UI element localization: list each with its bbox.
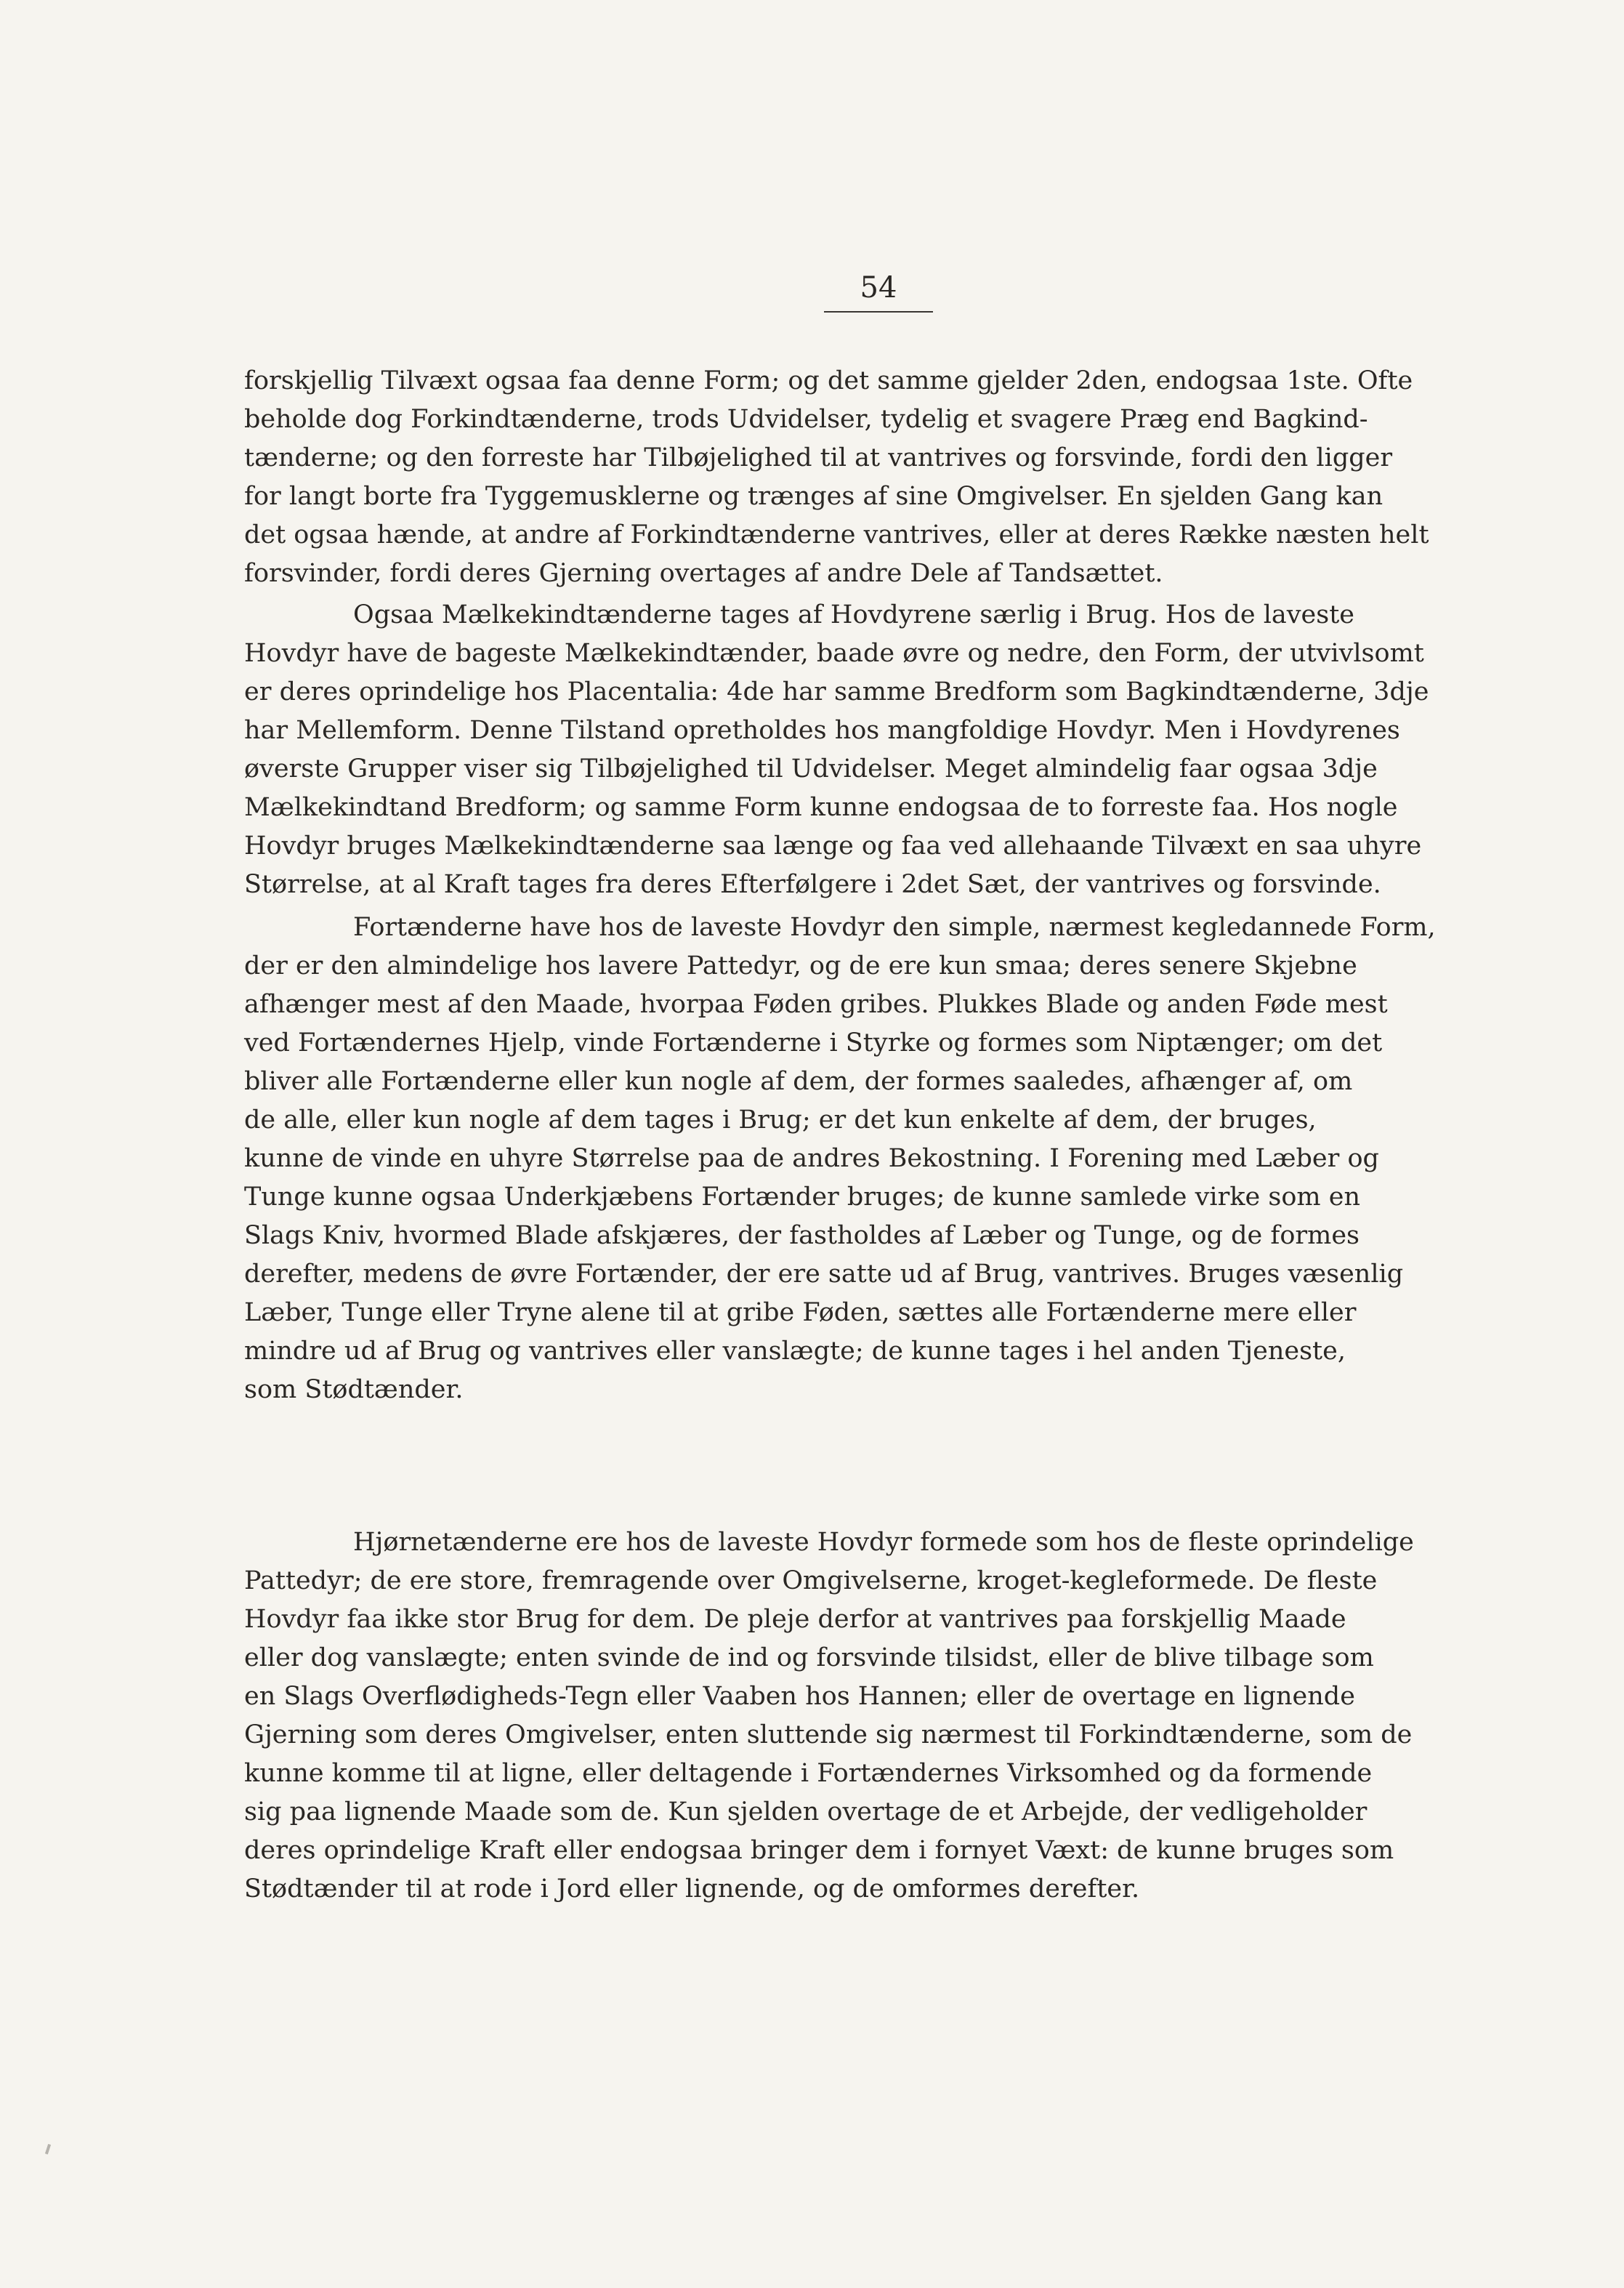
text-line: Stødtænder til at rode i Jord eller lignende, og de omformes derefter.	[244, 1874, 1140, 1904]
text-line: Pattedyr; de ere store, fremragende over Omgivelserne, kroget-kegleformede. De fleste	[244, 1566, 1378, 1595]
text-line: Hjørnetænderne ere hos de laveste Hovdyr formede som hos de fleste oprindelige	[353, 1528, 1414, 1557]
text-line: ved Fortændernes Hjelp, vinde Fortænderne i Styrke og formes som Niptænger; om det	[244, 1028, 1383, 1058]
text-line: Hovdyr have de bageste Mælkekindtænder, baade øvre og nedre, den Form, der utvivlsomt	[244, 639, 1424, 668]
text-line: Hovdyr bruges Mælkekindtænderne saa længe og faa ved allehaande Tilvæxt en saa uhyre	[244, 831, 1422, 861]
text-line: øverste Grupper viser sig Tilbøjelighed til Udvidelser. Meget almindelig faar ogsaa 3dje	[244, 754, 1378, 784]
text-line: bliver alle Fortænderne eller kun nogle af dem, der formes saaledes, afhænger af, om	[244, 1067, 1353, 1096]
text-line: Ogsaa Mælkekindtænderne tages af Hovdyrene særlig i Brug. Hos de laveste	[353, 600, 1354, 629]
text-line: Hovdyr faa ikke stor Brug for dem. De pleje derfor at vantrives paa forskjellig Maade	[244, 1605, 1346, 1634]
text-line: tænderne; og den forreste har Tilbøjelighed til at vantrives og forsvinde, fordi den ligger	[244, 443, 1393, 472]
text-line: der er den almindelige hos lavere Pattedyr, og de ere kun smaa; deres senere Skjebne	[244, 951, 1357, 980]
text-line: Tunge kunne ogsaa Underkjæbens Fortænder bruges; de kunne samlede virke som en	[244, 1183, 1360, 1212]
text-line: forsvinder, fordi deres Gjerning overtages af andre Dele af Tandsættet.	[244, 559, 1163, 588]
text-line: derefter, medens de øvre Fortænder, der ere satte ud af Brug, vantrives. Bruges væsenlig	[244, 1260, 1404, 1289]
text-line: beholde dog Forkindtænderne, trods Udvidelser, tydelig et svagere Præg end Bagkind-	[244, 405, 1368, 434]
text-line: kunne de vinde en uhyre Størrelse paa de andres Bekostning. I Forening med Læber og	[244, 1144, 1379, 1173]
text-line: en Slags Overflødigheds-Tegn eller Vaaben hos Hannen; eller de overtage en lignende	[244, 1682, 1355, 1711]
page-number: 54	[860, 271, 897, 305]
text-line: sig paa lignende Maade som de. Kun sjelden overtage de et Arbejde, der vedligeholder	[244, 1797, 1368, 1826]
text-line: det ogsaa hænde, at andre af Forkindtænderne vantrives, eller at deres Række næsten helt	[244, 520, 1429, 549]
text-line: Mælkekindtand Bredform; og samme Form kunne endogsaa de to forreste faa. Hos nogle	[244, 793, 1398, 822]
text-line: Gjerning som deres Omgivelser, enten sluttende sig nærmest til Forkindtænderne, som de	[244, 1720, 1413, 1749]
text-line: Fortænderne have hos de laveste Hovdyr den simple, nærmest kegledannede Form,	[353, 913, 1436, 942]
text-line: eller dog vanslægte; enten svinde de ind og forsvinde tilsidst, eller de blive tilbage som	[244, 1643, 1374, 1672]
text-line: deres oprindelige Kraft eller endogsaa bringer dem i fornyet Væxt: de kunne bruges som	[244, 1836, 1394, 1865]
text-line: afhænger mest af den Maade, hvorpaa Føden gribes. Plukkes Blade og anden Føde mest	[244, 990, 1388, 1019]
text-line: som Stødtænder.	[244, 1375, 464, 1404]
text-line: forskjellig Tilvæxt ogsaa faa denne Form; og det samme gjelder 2den, endogsaa 1ste. Ofte	[244, 366, 1413, 395]
text-line: har Mellemform. Denne Tilstand opretholdes hos mangfoldige Hovdyr. Men i Hovdyrenes	[244, 716, 1400, 745]
text-line: de alle, eller kun nogle af dem tages i Brug; er det kun enkelte af dem, der bruges,	[244, 1105, 1317, 1135]
text-line: mindre ud af Brug og vantrives eller vanslægte; de kunne tages i hel anden Tjeneste,	[244, 1337, 1346, 1366]
text-line: Slags Kniv, hvormed Blade afskjæres, der fastholdes af Læber og Tunge, og de formes	[244, 1221, 1360, 1250]
text-line: for langt borte fra Tyggemusklerne og trænges af sine Omgivelser. En sjelden Gang kan	[244, 482, 1383, 511]
text-line: er deres oprindelige hos Placentalia: 4de har samme Bredform som Bagkindtænderne, 3dje	[244, 677, 1429, 706]
text-line: kunne komme til at ligne, eller deltagende i Fortændernes Virksomhed og da formende	[244, 1759, 1373, 1788]
text-line: Størrelse, at al Kraft tages fra deres Efterfølgere i 2det Sæt, der vantrives og forsvinde.	[244, 870, 1381, 899]
text-line: Læber, Tunge eller Tryne alene til at gribe Føden, sættes alle Fortænderne mere eller	[244, 1298, 1357, 1327]
